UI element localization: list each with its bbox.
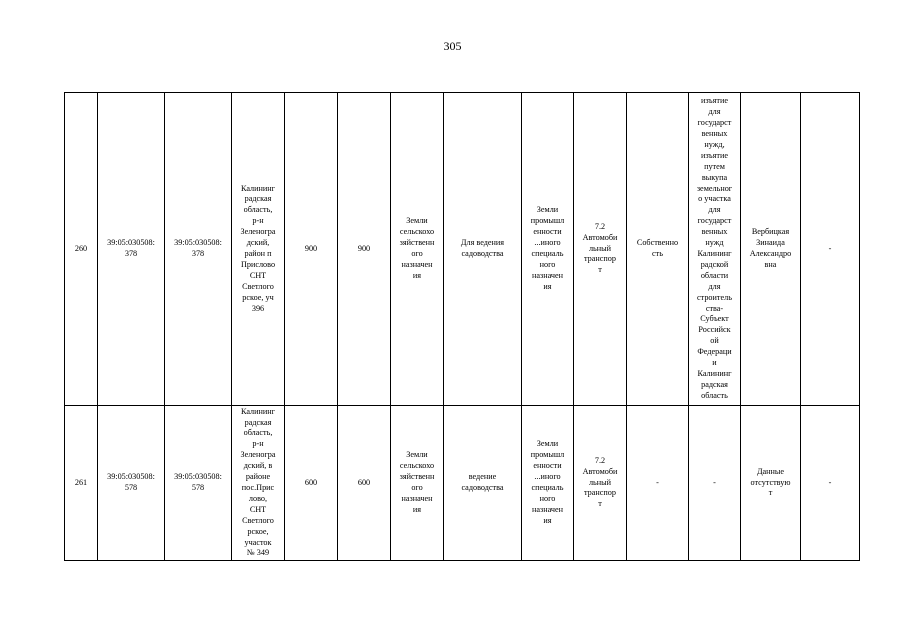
zone-category-cell: Земли промышл енности ...иного специаль ного назначен ия [522, 406, 574, 561]
basis-cell: изъятие для государст венных нужд, изъятие путем выкупа земельног о участка для государст венных нужд Калининг радской области для строитель ства- Субъект Российск ой Федераци и Калининг радская область [689, 93, 741, 406]
land-registry-table [64, 92, 860, 561]
area-cell: 600 [285, 406, 338, 561]
owner-cell: Вербицкая Зинаида Александро вна [741, 93, 801, 406]
row-number-cell: 261 [65, 406, 98, 561]
address-cell: Калининг радская область, р-н Зеленогра дский, в районе пос.Прис лово, СНТ Светлого рское, участок № 349 [232, 406, 285, 561]
permitted-use-cell: Для ведения садоводства [444, 93, 522, 406]
land-category-cell: Земли сельскохо зяйственн ого назначен ия [391, 93, 444, 406]
cadastral-number-cell: 39:05:030508: 578 [165, 406, 232, 561]
land-category-cell: Земли сельскохо зяйственн ого назначен ия [391, 406, 444, 561]
cadastral-number-cell: 39:05:030508: 378 [165, 93, 232, 406]
zone-use-cell: 7.2 Автомоби льный транспор т [574, 93, 627, 406]
right-type-cell: Собственно сть [627, 93, 689, 406]
area-cell: 600 [338, 406, 391, 561]
basis-cell: - [689, 406, 741, 561]
cadastral-number-cell: 39:05:030508: 378 [98, 93, 165, 406]
zone-category-cell: Земли промышл енности ...иного специаль ного назначен ия [522, 93, 574, 406]
zone-use-cell: 7.2 Автомоби льный транспор т [574, 406, 627, 561]
row-number-cell: 260 [65, 93, 98, 406]
page-number: 305 [443, 39, 462, 53]
right-type-cell: - [627, 406, 689, 561]
note-cell: - [801, 406, 860, 561]
table-row [65, 93, 860, 406]
note-cell: - [801, 93, 860, 406]
address-cell: Калининг радская область, р-н Зеленогра дский, район п Прислово СНТ Светлого рское, уч 396 [232, 93, 285, 406]
owner-cell: Данные отсутствую т [741, 406, 801, 561]
cadastral-number-cell: 39:05:030508: 578 [98, 406, 165, 561]
permitted-use-cell: ведение садоводства [444, 406, 522, 561]
area-cell: 900 [338, 93, 391, 406]
area-cell: 900 [285, 93, 338, 406]
table-row [65, 406, 860, 561]
